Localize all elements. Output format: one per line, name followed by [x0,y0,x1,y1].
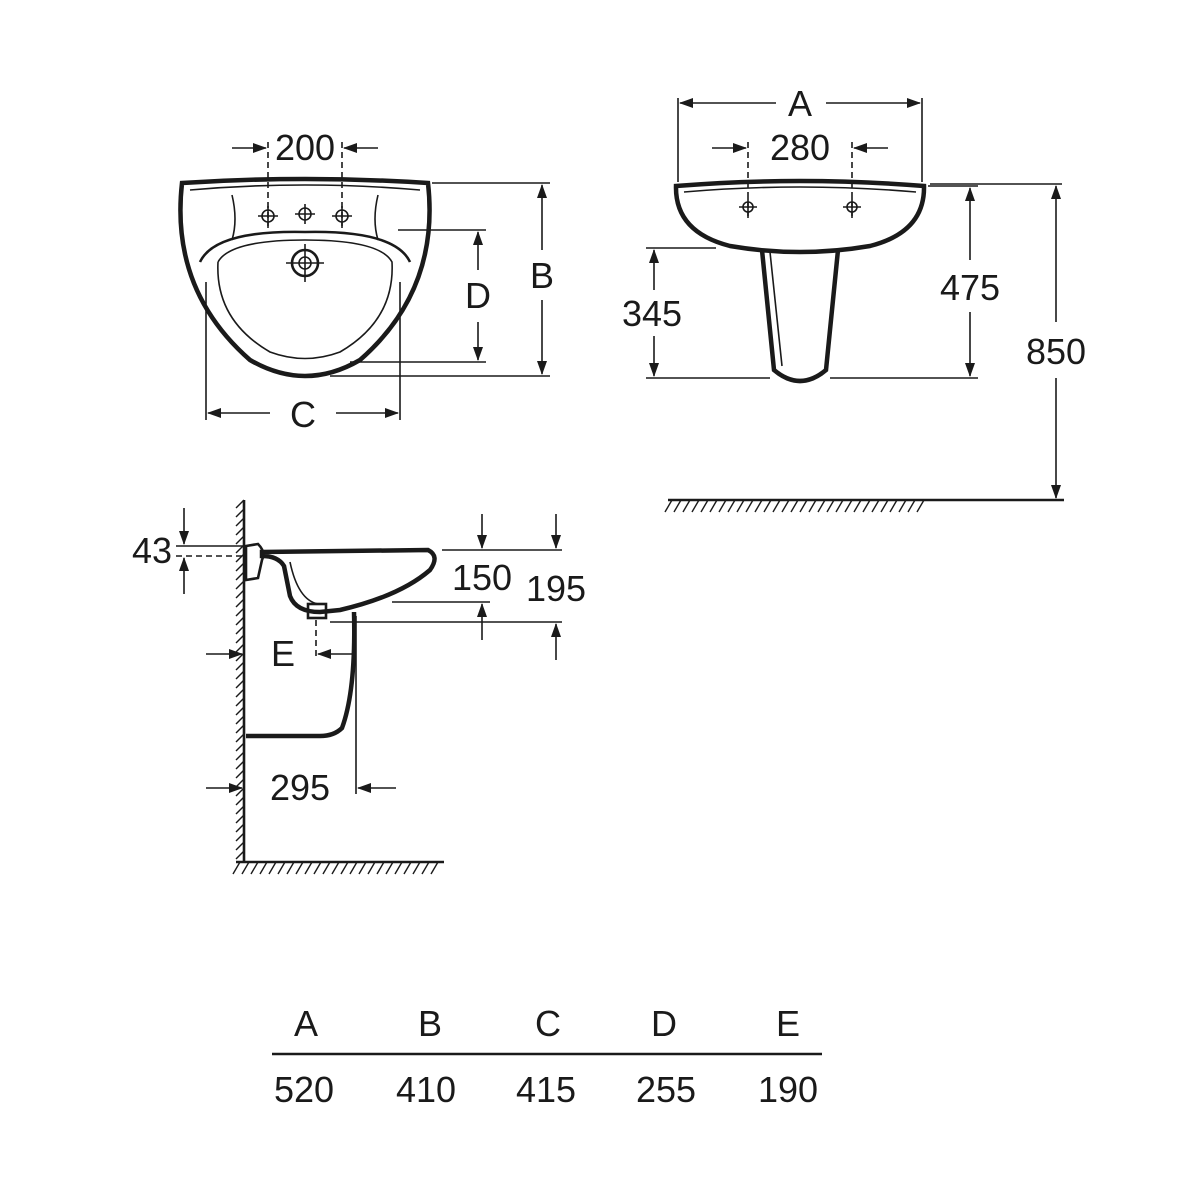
hatch-line [260,862,267,874]
dim-pedestal-depth: 295 [269,767,331,808]
hatch-line [863,500,870,512]
table-value-e: 190 [757,1069,819,1110]
tap-hole-icon [295,204,315,224]
hatch-line [899,500,906,512]
hatch-line [332,862,339,874]
dim-depth-d: D [465,275,491,316]
hatch-line [854,500,861,512]
hatch-line [773,500,780,512]
drain-icon [286,244,324,282]
hatch-line [737,500,744,512]
hatch-line [836,500,843,512]
dimension-table [272,1003,822,1110]
hatch-line [782,500,789,512]
hatch-line [251,862,258,874]
hatch-line [305,862,312,874]
hatch-line [341,862,348,874]
hatch-line [431,862,438,874]
pedestal-side [762,250,838,381]
front-view [180,127,554,435]
side-elevation [622,83,1086,512]
hatch-line [908,500,915,512]
table-value-b: 410 [395,1069,457,1110]
hatch-line [242,862,249,874]
dim-bowl-depth: 150 [451,557,513,598]
basin-front-rim [190,185,420,190]
hatch-line [845,500,852,512]
hatch-line [764,500,771,512]
hatch-line [872,500,879,512]
hatch-line [800,500,807,512]
dim-tap-spacing-front: 200 [274,127,336,168]
dim-width-a: A [787,83,813,124]
table-value-a: 520 [273,1069,335,1110]
hatch-line [413,862,420,874]
hatch-line [818,500,825,512]
hatch-line [827,500,834,512]
hatch-line [917,500,924,512]
hatch-line [296,862,303,874]
dim-overflow-height: 43 [131,530,173,571]
hatch-line [710,500,717,512]
hatch-line [728,500,735,512]
hatch-line [377,862,384,874]
section-view [132,500,586,874]
hatch-line [809,500,816,512]
dim-tap-spacing-side: 280 [769,127,831,168]
hatch-line [287,862,294,874]
wall-bracket [246,544,263,580]
floor-hatch [665,500,924,512]
hatch-line [233,862,240,874]
table-header-c: C [535,1003,561,1044]
dim-height-b: B [529,255,555,296]
dim-drain-depth: 195 [525,568,587,609]
pedestal-section [246,612,354,736]
hatch-line [701,500,708,512]
hatch-line [683,500,690,512]
table-header-a: A [293,1003,319,1044]
dim-pedestal-height: 345 [621,293,683,334]
hatch-line [350,862,357,874]
hatch-line [692,500,699,512]
table-value-c: 415 [515,1069,577,1110]
hatch-line [314,862,321,874]
hatch-line [422,862,429,874]
hatch-line [386,862,393,874]
dim-basin-height: 475 [939,267,1001,308]
table-value-d: 255 [635,1069,697,1110]
dim-width-c: C [290,394,316,435]
basin-side-outline [676,181,924,252]
table-header-b: B [417,1003,443,1044]
hatch-line [359,862,366,874]
hatch-line [269,862,276,874]
hatch-line [881,500,888,512]
hatch-line [395,862,402,874]
hatch-line [323,862,330,874]
hatch-line [890,500,897,512]
dim-drain-offset-e: E [270,633,296,674]
hatch-line [404,862,411,874]
hatch-line [665,500,672,512]
hatch-line [719,500,726,512]
table-header-d: D [651,1003,677,1044]
floor-hatch [233,862,438,874]
hatch-line [755,500,762,512]
dim-total-height: 850 [1025,331,1087,372]
hatch-line [674,500,681,512]
table-header-e: E [775,1003,801,1044]
hatch-line [278,862,285,874]
hatch-line [791,500,798,512]
hatch-line [368,862,375,874]
hatch-line [746,500,753,512]
